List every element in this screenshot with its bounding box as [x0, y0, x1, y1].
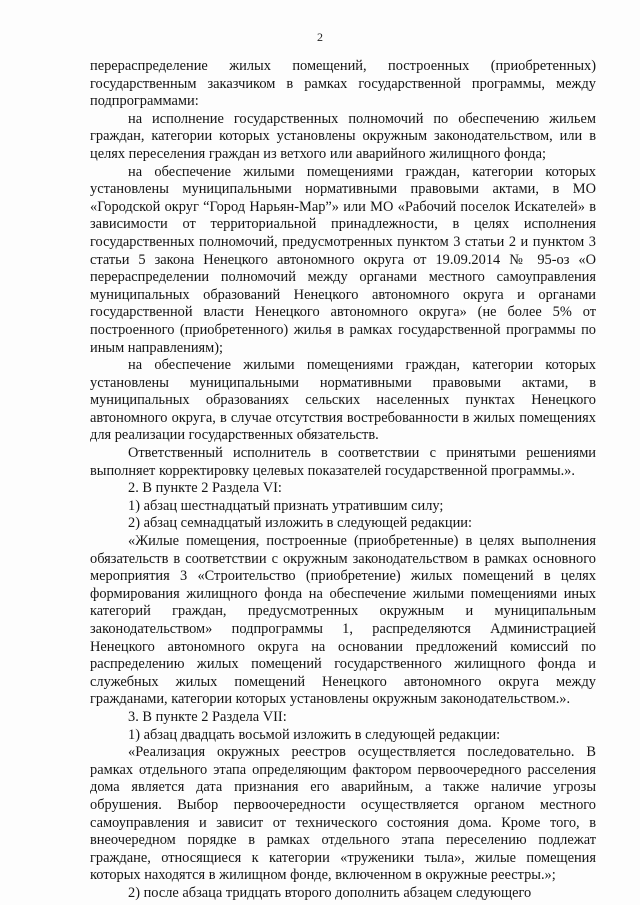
paragraph: «Реализация окружных реестров осуществляется последовательно. В рамках отдельного этапа определяющим фактором первоочередного расселения дома является дата признания его аварийным, а также наличие угрозы обрушения. Выбор первоочередности осуществляется органом местного самоуправления и зависит от технического состояния дома. Кроме того, в внеочередном порядке в рамках отдельного этапа переселению подлежат граждане, относящиеся к категории «труженики тыла», жилые помещения которых находятся в жилищном фонде, включенном в окружные реестры.»;: [90, 744, 596, 884]
paragraph: 2. В пункте 2 Раздела VI:: [128, 480, 282, 497]
paragraph: Ответственный исполнитель в соответствии с принятыми решениями выполняет корректировку целевых показателей государственной программы.».: [90, 445, 596, 479]
paragraph: на обеспечение жилыми помещениями граждан, категории которых установлены муниципальными нормативными правовыми актами, в муниципальных образованиях сельских населенных пунктах Ненецкого автономного округа, в случае отсутствия востребованности в жилых помещениях для реализации государственных обязательств.: [90, 357, 596, 444]
paragraph: перераспределение жилых помещений, построенных (приобретенных) государственным заказчиком в рамках государственной программы, между подпрограммами:: [90, 58, 596, 110]
paragraph: «Жилые помещения, построенные (приобретенные) в целях выполнения обязательств в соответствии с окружным законодательством в рамках основного мероприятия 3 «Строительство (приобретение) жилых помещений в целях формирования жилищного фонда на обеспечение жилыми помещениями иных категорий граждан, предусмотренных окружным и муниципальным законодательством» подпрограммы 1, распределяются Администрацией Ненецкого автономного округа на основании предложений комиссий по распределению жилых помещений государственного жилищного фонда и служебных жилых помещений Ненецкого автономного округа между гражданами, категории которых установлены окружным законодательством.».: [90, 533, 596, 708]
page-number: 2: [317, 30, 323, 44]
paragraph: на обеспечение жилыми помещениями граждан, категории которых установлены муниципальными нормативными правовыми актами, в МО «Городской округ “Город Нарьян-Мар”» или МО «Рабочий поселок Искателей» в зависимости от территориальной принадлежности, в целях исполнения государственных полномочий, предусмотренных пунктом 3 статьи 2 и пунктом 3 статьи 5 закона Ненецкого автономного округа от 19.09.2014 № 95-оз «О перераспределении полномочий между органами местного самоуправления муниципальных образований Ненецкого автономного округа и органами государственной власти Ненецкого автономного округа» (не более 5% от построенного (приобретенного) жилья в рамках государственной программы по иным направлениям);: [90, 163, 596, 356]
paragraph: на исполнение государственных полномочий по обеспечению жильем граждан, категории которых установлены окружным законодательством, или в целях переселения граждан из ветхого или аварийного жилищного фонда;: [90, 110, 596, 162]
paragraph: 1) абзац шестнадцатый признать утратившим силу;: [128, 497, 444, 514]
document-body: [90, 58, 596, 903]
paragraph: 2) абзац семнадцатый изложить в следующей редакции:: [128, 515, 472, 532]
paragraph: 1) абзац двадцать восьмой изложить в следующей редакции:: [128, 726, 501, 743]
paragraph: 2) после абзаца тридцать второго дополнить абзацем следующего: [128, 884, 532, 901]
paragraph: 3. В пункте 2 Раздела VII:: [128, 708, 287, 725]
